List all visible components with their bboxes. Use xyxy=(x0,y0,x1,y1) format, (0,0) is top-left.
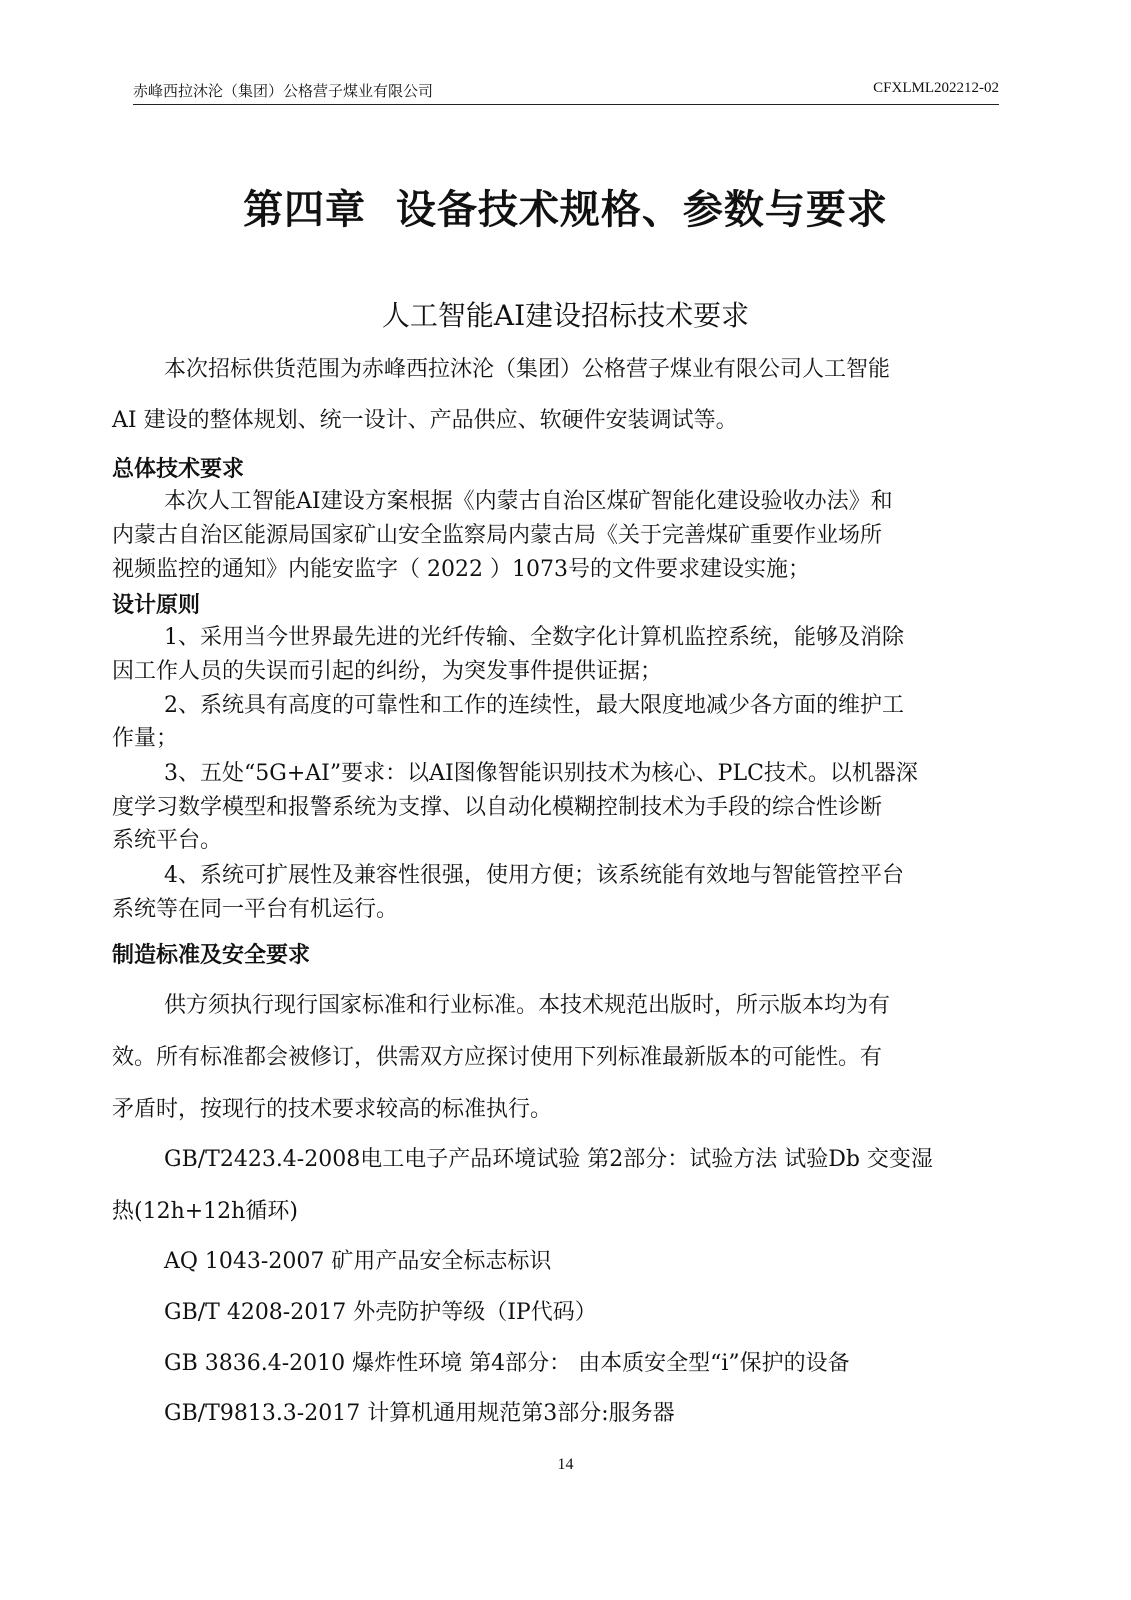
standards-line: 矛盾时，按现行的技术要求较高的标准执行。 xyxy=(112,1097,553,1122)
standards-line: 效。所有标准都会被修订，供需双方应探讨使用下列标准最新版本的可能性。有 xyxy=(112,1045,883,1070)
standard-item: GB/T2423.4-2008电工电子产品环境试验 第2部分：试验方法 试验Db 交变湿 xyxy=(164,1147,933,1172)
header-document-code: CFXLML202212-02 xyxy=(873,80,999,96)
heading-design-principles: 设计原则 xyxy=(112,593,201,618)
principle-line: 2、系统具有高度的可靠性和工作的连续性，最大限度地减少各方面的维护工 xyxy=(164,693,904,718)
standard-item: GB/T9813.3-2017 计算机通用规范第3部分:服务器 xyxy=(164,1401,675,1426)
principle-line: 作量； xyxy=(112,726,179,751)
overall-line: 内蒙古自治区能源局国家矿山安全监察局内蒙古局《关于完善煤矿重要作业场所 xyxy=(112,523,883,548)
intro-line: AI 建设的整体规划、统一设计、产品供应、软硬件安装调试等。 xyxy=(112,408,738,433)
header-company-name: 赤峰西拉沐沦（集团）公格营子煤业有限公司 xyxy=(133,82,434,100)
page-header xyxy=(133,78,999,105)
principle-line: 4、系统可扩展性及兼容性很强，使用方便；该系统能有效地与智能管控平台 xyxy=(164,863,904,888)
standard-item: GB/T 4208-2017 外壳防护等级（IP代码） xyxy=(164,1300,597,1325)
standard-item: AQ 1043-2007 矿用产品安全标志标识 xyxy=(164,1249,552,1274)
standard-item: GB 3836.4-2010 爆炸性环境 第4部分： 由本质安全型“i”保护的设备 xyxy=(164,1351,850,1376)
principle-line: 3、五处“5G+AI”要求：以AI图像智能识别技术为核心、PLC技术。以机器深 xyxy=(164,761,918,786)
standard-item: 热(12h+12h循环) xyxy=(112,1199,298,1224)
heading-standards-safety: 制造标准及安全要求 xyxy=(112,943,311,968)
chapter-title: 第四章 设备技术规格、参数与要求 xyxy=(243,187,888,233)
principle-line: 系统平台。 xyxy=(112,828,223,853)
page-number: 14 xyxy=(557,1456,574,1473)
overall-line: 视频监控的通知》内能安监字（ 2022 ）1073号的文件要求建设实施； xyxy=(112,557,810,582)
principle-line: 度学习数学模型和报警系统为支撑、以自动化模糊控制技术为手段的综合性诊断 xyxy=(112,795,883,820)
principle-line: 系统等在同一平台有机运行。 xyxy=(112,897,399,922)
principle-line: 1、采用当今世界最先进的光纤传输、全数字化计算机监控系统，能够及消除 xyxy=(164,625,904,650)
heading-overall-requirements: 总体技术要求 xyxy=(112,457,245,482)
overall-line: 本次人工智能AI建设方案根据《内蒙古自治区煤矿智能化建设验收办法》和 xyxy=(164,489,893,514)
intro-line: 本次招标供货范围为赤峰西拉沐沦（集团）公格营子煤业有限公司人工智能 xyxy=(164,357,891,382)
principle-line: 因工作人员的失误而引起的纠纷，为突发事件提供证据； xyxy=(112,659,663,684)
standards-line: 供方须执行现行国家标准和行业标准。本技术规范出版时，所示版本均为有 xyxy=(164,993,891,1018)
section-subtitle: 人工智能AI建设招标技术要求 xyxy=(381,299,750,332)
